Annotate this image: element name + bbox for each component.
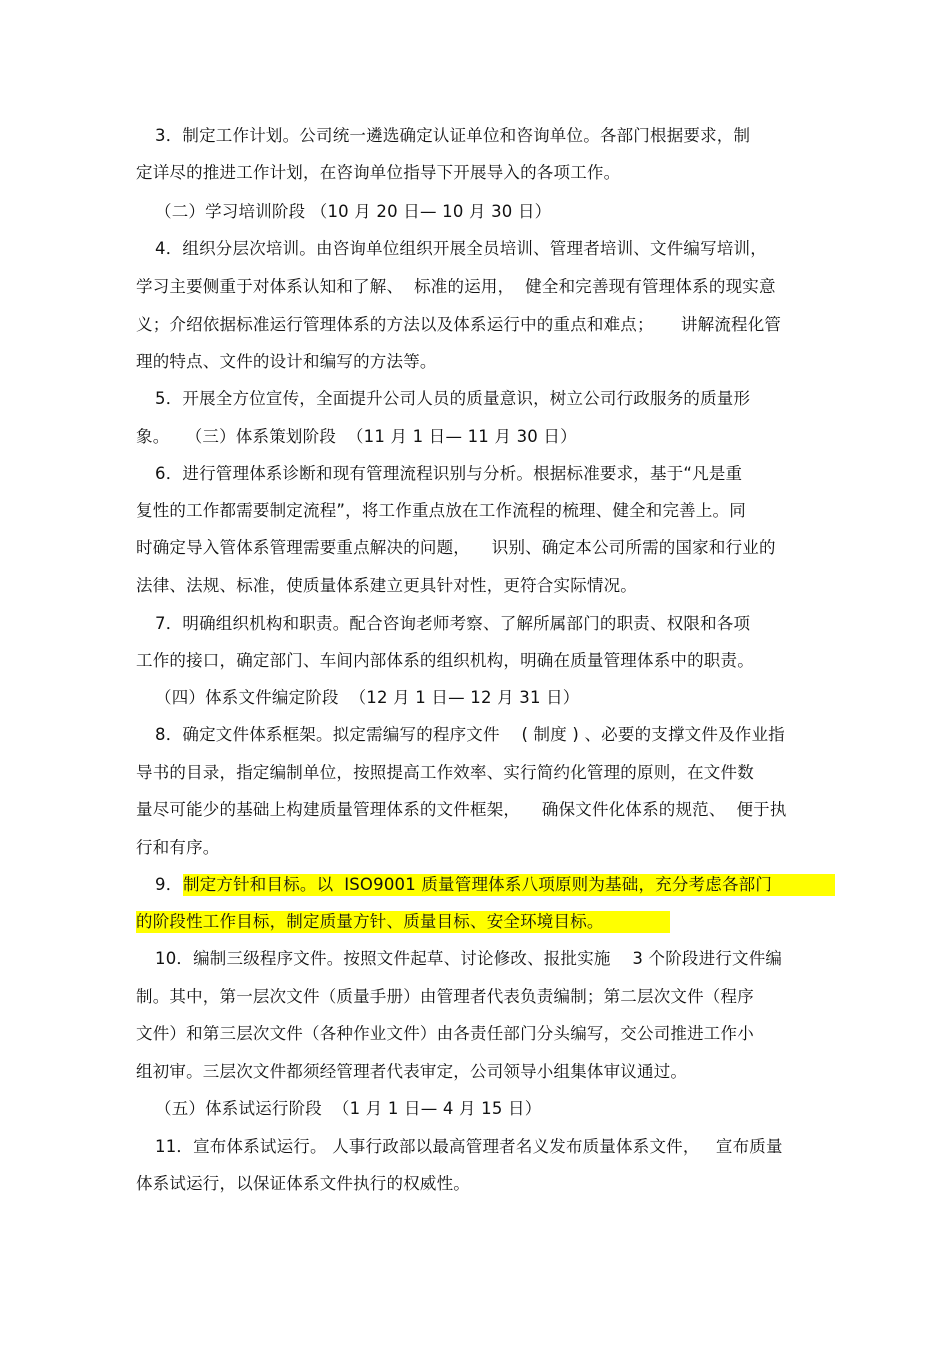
section-heading: （四）体系文件编定阶段 （12 月 1 日— 12 月 31 日）: [155, 688, 580, 707]
text-line: 6．进行管理体系诊断和现有管理流程识别与分析。根据标准要求，基于“凡是重: [155, 464, 743, 483]
text-line: 时确定导入管体系管理需要重点解决的问题， 识别、确定本公司所需的国家和行业的: [136, 538, 776, 557]
text-line: 8．确定文件体系框架。拟定需编写的程序文件 ( 制度 ) 、必要的支撑文件及作业指: [155, 725, 785, 744]
highlighted-text-line: 的阶段性工作目标，制定质量方针、质量目标、安全环境目标。: [136, 911, 670, 933]
text-line: 10．编制三级程序文件。按照文件起草、讨论修改、报批实施 3 个阶段进行文件编: [155, 949, 783, 968]
text-line: 5．开展全方位宣传，全面提升公司人员的质量意识，树立公司行政服务的质量形: [155, 389, 751, 408]
text-line: 行和有序。: [136, 838, 220, 857]
text-line: 理的特点、文件的设计和编写的方法等。: [136, 352, 437, 371]
text-line: 定详尽的推进工作计划，在咨询单位指导下开展导入的各项工作。: [136, 163, 621, 182]
text-line: 4．组织分层次培训。由咨询单位组织开展全员培训、管理者培训、文件编写培训，: [155, 239, 767, 258]
text-line: 体系试运行，以保证体系文件执行的权威性。: [136, 1174, 470, 1193]
text-line: 7．明确组织机构和职责。配合咨询老师考察、了解所属部门的职责、权限和各项: [155, 614, 751, 633]
text-line: 3．制定工作计划。公司统一遴选确定认证单位和咨询单位。各部门根据要求，制: [155, 126, 751, 145]
item-9-number: 9．: [155, 875, 183, 894]
section-heading: （二）学习培训阶段 （10 月 20 日— 10 月 30 日）: [155, 202, 552, 221]
text-line: 文件）和第三层次文件（各种作业文件）由各责任部门分头编写，交公司推进工作小: [136, 1024, 754, 1043]
text-line: 量尽可能少的基础上构建质量管理体系的文件框架， 确保文件化体系的规范、 便于执: [136, 800, 787, 819]
text-line: 工作的接口，确定部门、车间内部体系的组织机构，明确在质量管理体系中的职责。: [136, 651, 754, 670]
section-heading: 象。 （三）体系策划阶段 （11 月 1 日— 11 月 30 日）: [136, 427, 577, 446]
highlighted-text-line: 制定方针和目标。以 ISO9001 质量管理体系八项原则为基础，充分考虑各部门: [183, 874, 835, 896]
text-line: 学习主要侧重于对体系认知和了解、 标准的运用， 健全和完善现有管理体系的现实意: [136, 277, 776, 296]
text-line: 法律、法规、标准，使质量体系建立更具针对性，更符合实际情况。: [136, 576, 637, 595]
text-line: 导书的目录，指定编制单位，按照提高工作效率、实行简约化管理的原则，在文件数: [136, 763, 754, 782]
text-line: 11．宣布体系试运行。 人事行政部以最高管理者名义发布质量体系文件， 宣布质量: [155, 1137, 783, 1156]
text-line: 制。其中，第一层次文件（质量手册）由管理者代表负责编制；第二层次文件（程序: [136, 987, 754, 1006]
text-line: 复性的工作都需要制定流程”，将工作重点放在工作流程的梳理、健全和完善上。同: [136, 501, 746, 520]
section-heading: （五）体系试运行阶段 （1 月 1 日— 4 月 15 日）: [155, 1099, 542, 1118]
text-line: 组初审。三层次文件都须经管理者代表审定，公司领导小组集体审议通过。: [136, 1062, 688, 1081]
text-line: 义；介绍依据标准运行管理体系的方法以及体系运行中的重点和难点； 讲解流程化管: [136, 315, 782, 334]
